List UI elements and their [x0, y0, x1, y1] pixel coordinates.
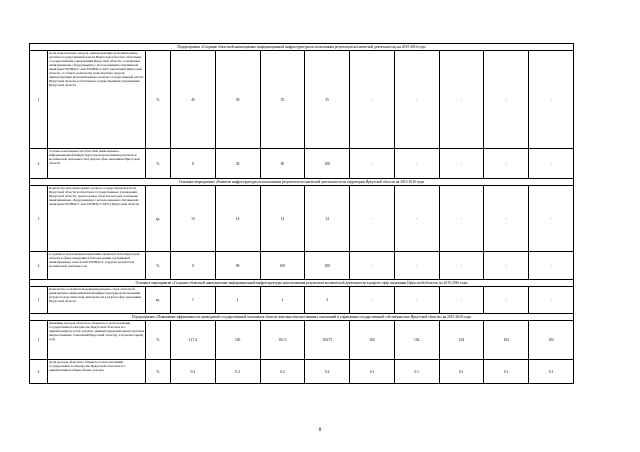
value-cell: -: [350, 149, 395, 179]
value-cell: 0.2: [260, 360, 305, 384]
indicators-sheet: [29, 43, 574, 384]
value-cell: 2: [305, 287, 350, 314]
indicator-name: Доля доходов областного бюджета от использования государственного имущества Иркутской области и его приватизации в общем объеме доходов: [48, 360, 146, 384]
value-cell: 102: [529, 321, 574, 360]
value-cell: 0.1: [484, 360, 529, 384]
value-cell: 45: [171, 51, 216, 149]
value-cell: 0.2: [171, 360, 216, 384]
value-cell: -: [529, 186, 574, 252]
table-row: [30, 287, 574, 314]
value-cell: 0.1: [350, 360, 395, 384]
value-cell: 104.75: [305, 321, 350, 360]
value-cell: 45: [215, 149, 260, 179]
value-cell: 120: [215, 321, 260, 360]
section-header-row: [30, 280, 574, 287]
value-cell: 90: [215, 252, 260, 280]
indicators-table: [29, 43, 574, 384]
page-number: 8: [318, 428, 322, 433]
value-cell: -: [529, 51, 574, 149]
indicators-table-body: [30, 44, 574, 384]
value-cell: 0.2: [305, 360, 350, 384]
section-title: Подпрограмма «Повышение эффективности проводимой государственной политики в области земельно-имущественных отношений и управления государственной собственностью Иркутской области» на 2015-2020 годы: [30, 314, 574, 321]
value-cell: -: [350, 51, 395, 149]
value-cell: -: [350, 252, 395, 280]
indicator-name: Доля транспортных средств, принадлежащих исполнительным органам государственной власти Иркутской области и областным государственным учреждениям Иркутской области, оснащенных навигационным оборудованием с использованием спутниковой навигации ГЛОНАСС или ГЛОНАСС/GPS территории Иркутской области, от общего количества транспортных средств, принадлежащих исполнительным органам государственной власти Иркутской области и областным государственным учреждениям Иркутской области: [48, 51, 146, 149]
row-number: 2: [30, 252, 48, 280]
value-cell: -: [484, 186, 529, 252]
indicator-name: Динамика доходов областного бюджета от использования государственного имущества Иркутской области и его приватизации (в части доходов, администрируемых министерством имущественных отношений Иркутской области), в прошлогоднему году: [48, 321, 146, 360]
section-title: Основное мероприятие «Создание областной навигационно-информационной инфраструктуры использования результатов космической деятельности в разрезе сфер экономики Иркутской области» на 2015-2016 годы: [30, 280, 574, 287]
value-cell: -: [350, 186, 395, 252]
value-cell: 0: [171, 149, 216, 179]
indicator-name: Создание и актуализация нормативно-правовой базы Иркутской области в сфере внедрения и использования спутниковых навигационных технологий ГЛОНАСС и других результатов космической деятельности: [48, 252, 146, 280]
value-cell: 14: [260, 186, 305, 252]
unit-cell: %: [146, 149, 171, 179]
row-number: 2: [30, 149, 48, 179]
table-row: [30, 321, 574, 360]
section-header-row: [30, 314, 574, 321]
value-cell: 14: [305, 186, 350, 252]
value-cell: 0.1: [394, 360, 439, 384]
table-row: [30, 360, 574, 384]
value-cell: -: [394, 287, 439, 314]
value-cell: -: [439, 186, 484, 252]
value-cell: 101.5: [260, 321, 305, 360]
section-title: Основное мероприятие «Развитие инфраструктуры использования результатов космической деятельности на территории Иркутской области на 2015-2016 годы: [30, 179, 574, 186]
value-cell: -: [484, 252, 529, 280]
value-cell: -: [350, 287, 395, 314]
indicator-name: Количество созданных/модернизированных слоев областной навигационно-информационной инфраструктуры использования результатов космической деятельности в разрезе сфер экономики Иркутской области: [48, 287, 146, 314]
value-cell: 2: [260, 287, 305, 314]
section-title: Подпрограмма «Создание областной навигационно-информационной инфраструктуры использования результатов космической деятельности» на 2015-2016 годы: [30, 44, 574, 51]
row-number: 1: [30, 321, 48, 360]
value-cell: 0.1: [439, 360, 484, 384]
unit-cell: %: [146, 51, 171, 149]
value-cell: 117.4: [171, 321, 216, 360]
value-cell: 55: [305, 51, 350, 149]
value-cell: -: [439, 51, 484, 149]
value-cell: -: [484, 149, 529, 179]
value-cell: 1: [171, 287, 216, 314]
value-cell: -: [394, 51, 439, 149]
value-cell: -: [484, 287, 529, 314]
value-cell: -: [439, 287, 484, 314]
row-number: 2: [30, 360, 48, 384]
table-row: [30, 51, 574, 149]
value-cell: -: [394, 149, 439, 179]
value-cell: -: [439, 149, 484, 179]
section-header-row: [30, 179, 574, 186]
unit-cell: %: [146, 360, 171, 384]
value-cell: -: [529, 149, 574, 179]
value-cell: -: [394, 252, 439, 280]
unit-cell: ед.: [146, 287, 171, 314]
value-cell: 102: [439, 321, 484, 360]
value-cell: 55: [260, 51, 305, 149]
value-cell: -: [529, 287, 574, 314]
value-cell: -: [529, 252, 574, 280]
indicator-name: Количество исполнительных органов государственной власти Иркутской области и областных государственных учреждений Иркутской области, транспортные средства которых оснащены навигационным оборудованием с использованием спутниковой навигации ГЛОНАСС или ГЛОНАСС/GPS в Иркутской области: [48, 186, 146, 252]
unit-cell: ед.: [146, 186, 171, 252]
value-cell: 50: [260, 149, 305, 179]
section-header-row: [30, 44, 574, 51]
value-cell: -: [484, 51, 529, 149]
value-cell: 13: [171, 186, 216, 252]
unit-cell: %: [146, 321, 171, 360]
value-cell: -: [394, 186, 439, 252]
value-cell: 102: [350, 321, 395, 360]
value-cell: 1: [215, 287, 260, 314]
value-cell: -: [439, 252, 484, 280]
indicator-name: Степень наполненности областной навигационно-информационной инфраструктуры использования результатов космической деятельности в разрезе сфер экономики Иркутской области: [48, 149, 146, 179]
row-number: 1: [30, 51, 48, 149]
value-cell: 0.1: [529, 360, 574, 384]
value-cell: 50: [215, 51, 260, 149]
value-cell: 100: [305, 252, 350, 280]
value-cell: 14: [215, 186, 260, 252]
value-cell: 0.2: [215, 360, 260, 384]
row-number: 1: [30, 287, 48, 314]
value-cell: 102: [484, 321, 529, 360]
value-cell: 0: [171, 252, 216, 280]
table-row: [30, 186, 574, 252]
value-cell: 100: [260, 252, 305, 280]
value-cell: 100: [305, 149, 350, 179]
unit-cell: %: [146, 252, 171, 280]
value-cell: 102: [394, 321, 439, 360]
table-row: [30, 252, 574, 280]
row-number: 1: [30, 186, 48, 252]
table-row: [30, 149, 574, 179]
